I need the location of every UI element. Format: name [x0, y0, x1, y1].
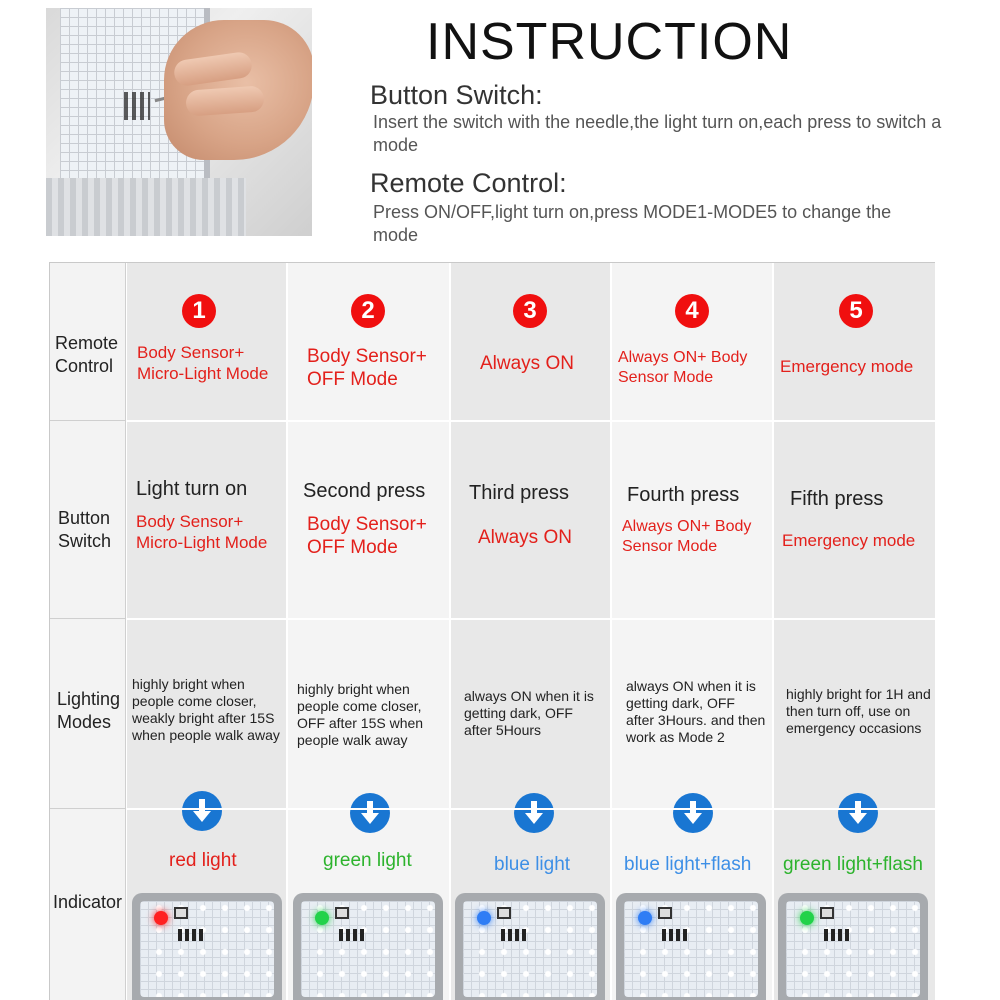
lighting-description: highly bright for 1H and then turn off, use on emergency occasions: [786, 686, 931, 736]
mode-number-badge: 2: [351, 294, 385, 328]
remote-control-text: Press ON/OFF,light turn on,press MODE1-MODE5 to change the mode: [373, 202, 892, 245]
modes-table: [49, 262, 935, 1000]
mode-column-2: [287, 263, 450, 1000]
led-blue-icon: [477, 911, 491, 925]
mode-number-badge: 4: [675, 294, 709, 328]
column-divider: [286, 263, 288, 1000]
mode-column-4: [611, 263, 773, 1000]
row-divider: [127, 420, 935, 422]
indicator-label: green light: [323, 850, 412, 871]
row-header-button: [50, 421, 126, 619]
mode-column-1: [127, 263, 287, 1000]
button-press-text: Third press: [469, 482, 570, 504]
led-red-icon: [154, 911, 168, 925]
indicator-lamp-image: [132, 893, 282, 1000]
arrow-down-icon: [838, 793, 878, 833]
button-switch-heading: Button Switch:: [370, 80, 543, 110]
row-label-remote-control: Remote Control: [55, 333, 119, 376]
button-mode-text: Body Sensor+ OFF Mode: [307, 514, 427, 558]
indicator-label: red light: [169, 850, 237, 871]
mode-number-badge: 5: [839, 294, 873, 328]
mode-column-5: [773, 263, 935, 1000]
remote-mode-text: Body Sensor+ Micro-Light Mode: [137, 343, 269, 383]
column-divider: [610, 263, 612, 1000]
row-label-button-switch: Button Switch: [58, 508, 112, 551]
product-photo: [46, 8, 312, 236]
indicator-label: blue light: [494, 854, 571, 875]
indicator-lamp-image: [778, 893, 928, 1000]
mode-number-badge: 1: [182, 294, 216, 328]
button-press-text: Second press: [303, 480, 426, 502]
button-mode-text: Emergency mode: [782, 531, 916, 550]
mode-number-badge: 3: [513, 294, 547, 328]
button-mode-text: Always ON: [478, 527, 572, 548]
column-divider: [772, 263, 774, 1000]
arrow-down-icon: [182, 791, 222, 831]
lighting-description: always ON when it is getting dark, OFF after 5Hours: [464, 688, 594, 738]
button-press-text: Fifth press: [790, 488, 884, 510]
switch-pins-image: [124, 92, 150, 120]
indicator-lamp-image: [293, 893, 443, 1000]
led-green-icon: [800, 911, 814, 925]
indicator-lamp-image: [616, 893, 766, 1000]
remote-mode-text: Body Sensor+ OFF Mode: [307, 346, 427, 390]
arrow-down-icon: [350, 793, 390, 833]
lamp-frame-image: [46, 178, 246, 236]
led-green-icon: [315, 911, 329, 925]
page-title: INSTRUCTION: [426, 13, 793, 71]
led-blue-icon: [638, 911, 652, 925]
lighting-description: highly bright when people come closer, OFF after 15S when people walk away: [297, 681, 424, 748]
row-header-lighting: [50, 619, 126, 809]
row-label-indicator: Indicator: [53, 892, 123, 912]
button-press-text: Light turn on: [136, 478, 248, 500]
finger-image: [185, 85, 265, 116]
row-divider: [127, 618, 935, 620]
button-switch-text: Insert the switch with the needle,the light turn on,each press to switch a mode: [373, 112, 942, 155]
lighting-description: always ON when it is getting dark, OFF after 3Hours. and then work as Mode 2: [626, 678, 766, 745]
arrow-down-icon: [673, 793, 713, 833]
remote-control-heading: Remote Control:: [370, 168, 567, 198]
column-divider: [449, 263, 451, 1000]
remote-mode-text: Emergency mode: [780, 357, 914, 376]
button-mode-text: Body Sensor+ Micro-Light Mode: [136, 512, 268, 552]
button-press-text: Fourth press: [627, 484, 740, 506]
indicator-label: blue light+flash: [624, 854, 752, 875]
mode-column-3: [450, 263, 611, 1000]
remote-mode-text: Always ON: [480, 353, 574, 374]
row-divider: [127, 808, 935, 810]
row-label-lighting-modes: Lighting Modes: [57, 689, 121, 732]
indicator-lamp-image: [455, 893, 605, 1000]
button-mode-text: Always ON+ Body Sensor Mode: [622, 518, 752, 555]
indicator-label: green light+flash: [783, 854, 923, 875]
row-header-indicator: [50, 809, 126, 1000]
row-header-remote: [50, 263, 126, 421]
lighting-description: highly bright when people come closer, weakly bright after 15S when people walk away: [132, 676, 280, 743]
remote-mode-text: Always ON+ Body Sensor Mode: [618, 349, 748, 386]
arrow-down-icon: [514, 793, 554, 833]
